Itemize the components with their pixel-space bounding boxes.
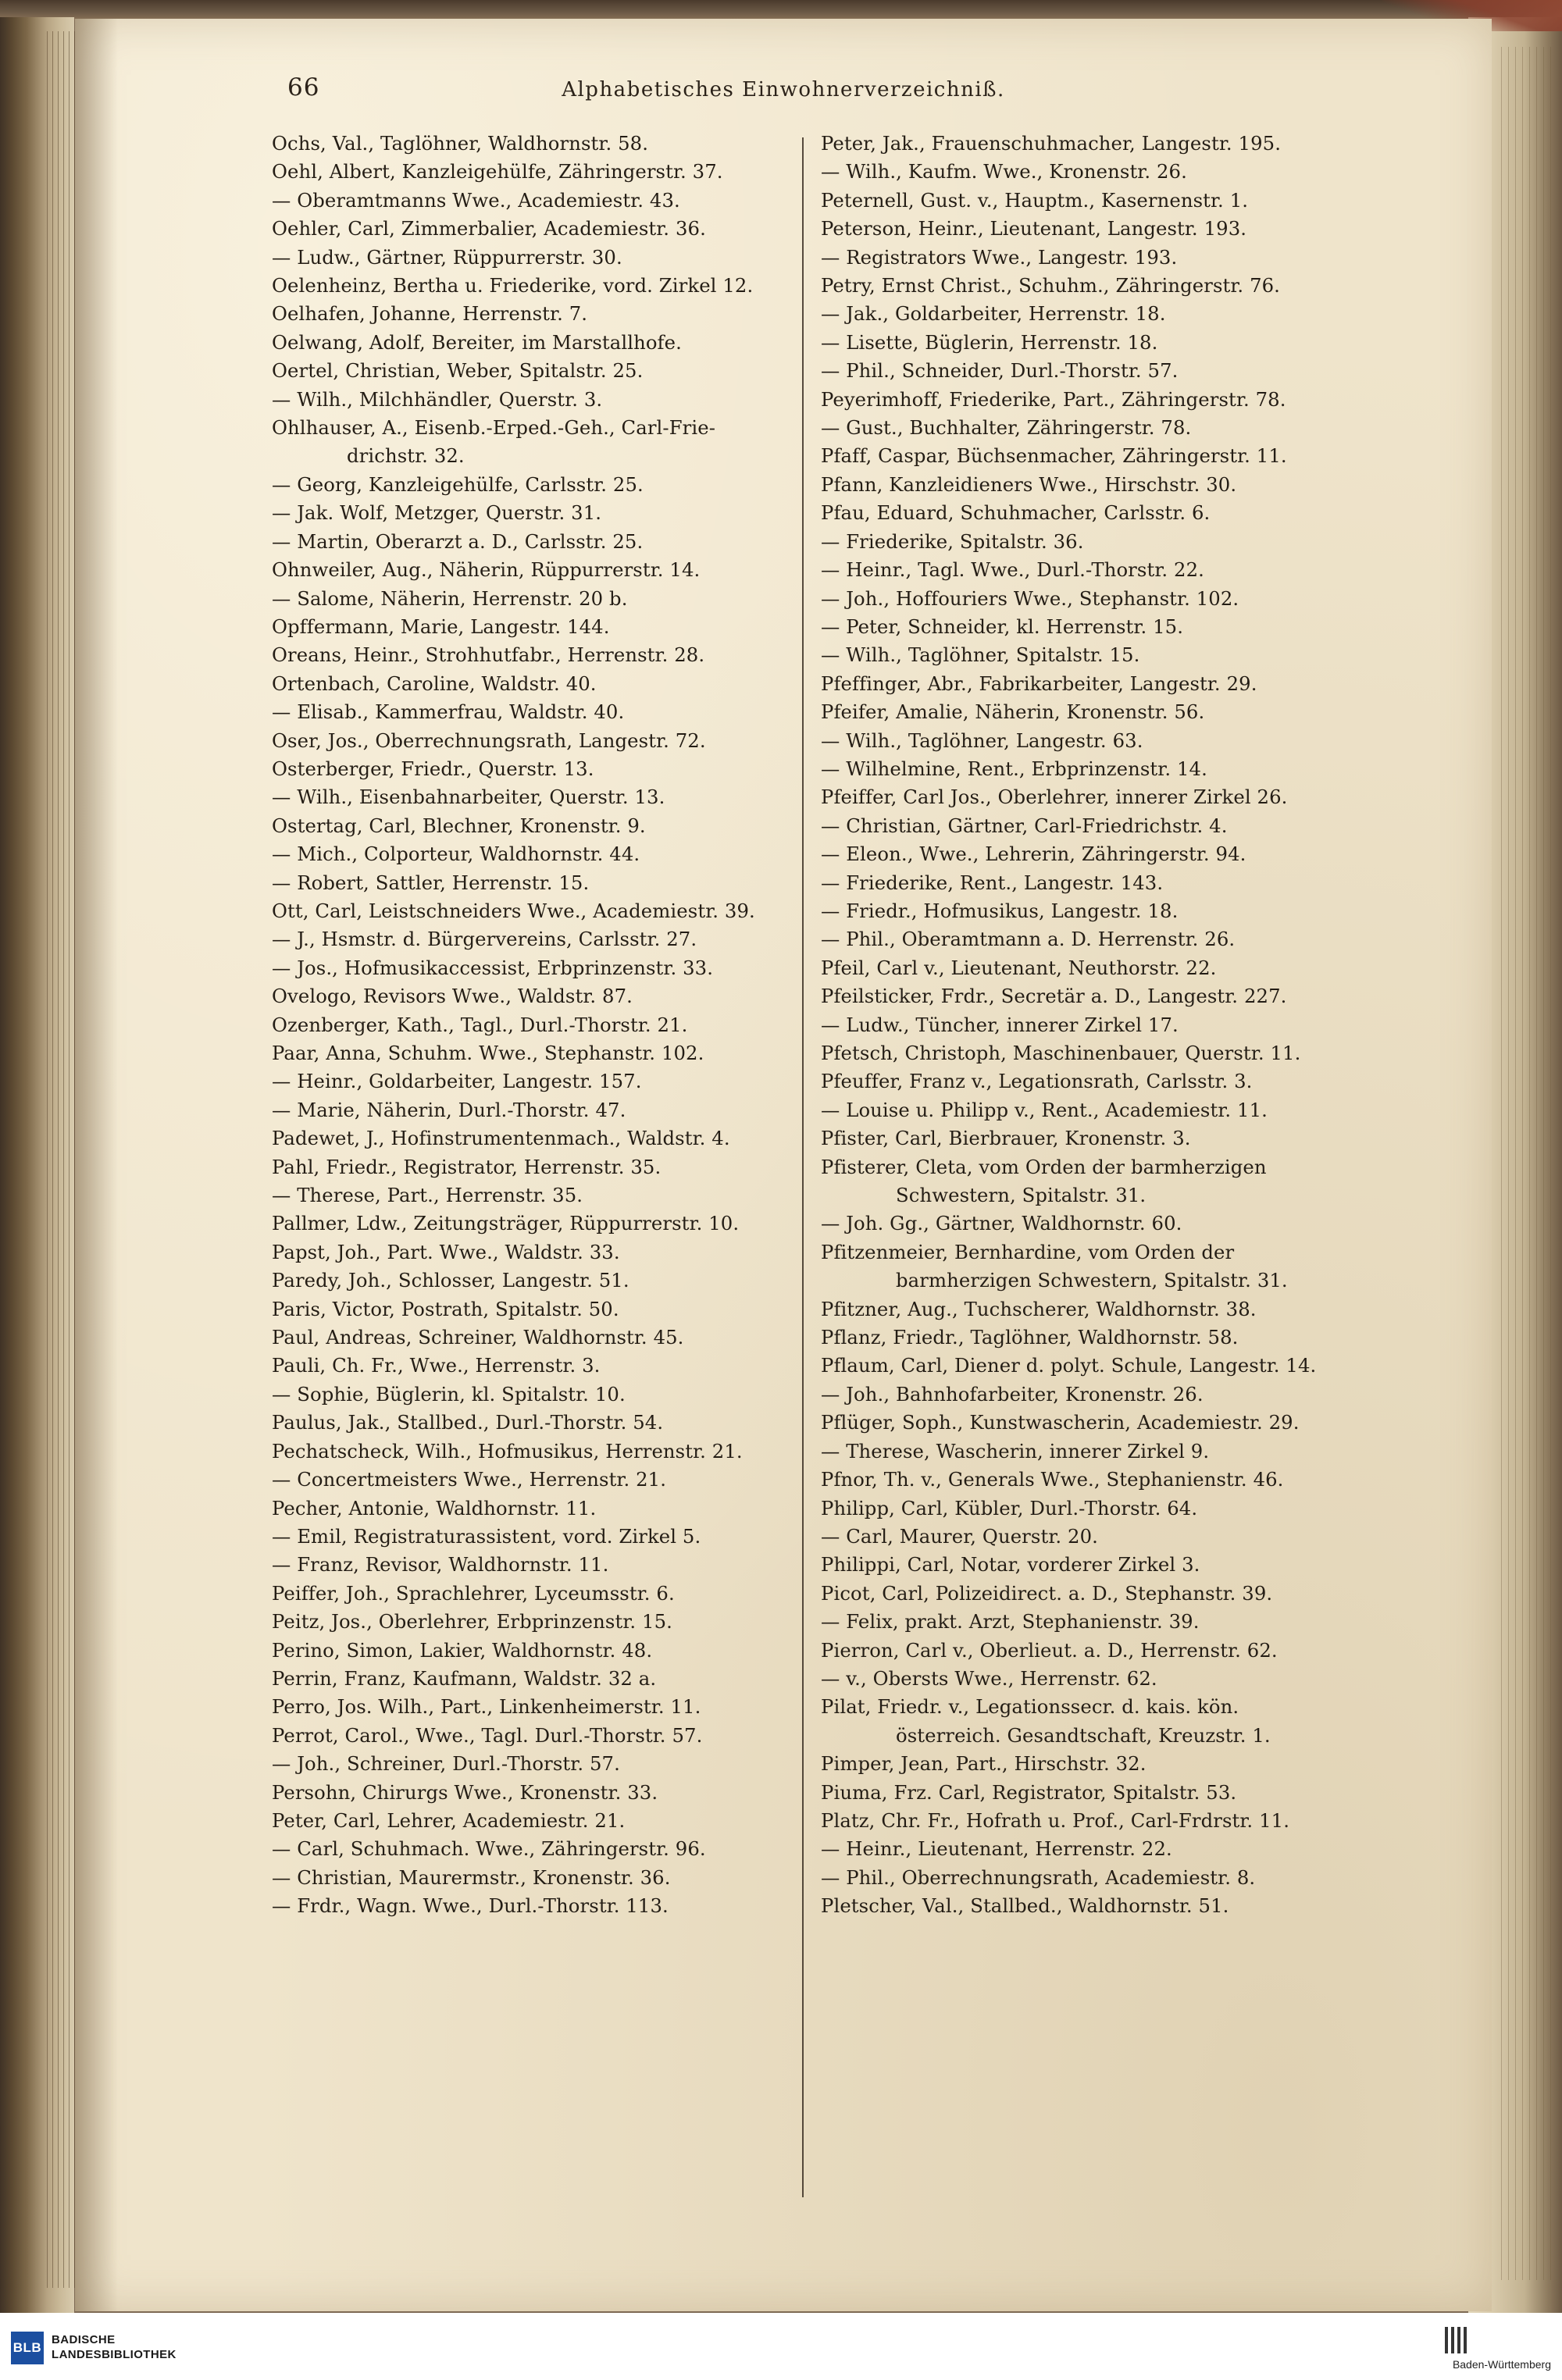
- directory-entry: — Wilh., Kaufm. Wwe., Kronenstr. 26.: [821, 160, 1187, 183]
- directory-entry: — Jak. Wolf, Metzger, Querstr. 31.: [272, 501, 602, 525]
- directory-entry: Philipp, Carl, Kübler, Durl.-Thorstr. 64.: [821, 1496, 1198, 1520]
- directory-entry: — Lisette, Büglerin, Herrenstr. 18.: [821, 330, 1158, 354]
- directory-entry: Pecher, Antonie, Waldhornstr. 11.: [272, 1496, 597, 1520]
- directory-entry: Peter, Carl, Lehrer, Academiestr. 21.: [272, 1808, 626, 1832]
- directory-entry: — Felix, prakt. Arzt, Stephanienstr. 39.: [821, 1610, 1200, 1634]
- directory-entry: Oelwang, Adolf, Bereiter, im Marstallhofe.: [272, 330, 682, 354]
- directory-entry: Paulus, Jak., Stallbed., Durl.-Thorstr. 54.: [272, 1411, 664, 1434]
- directory-entry: Paredy, Joh., Schlosser, Langestr. 51.: [272, 1269, 629, 1292]
- directory-entry: — Concertmeisters Wwe., Herrenstr. 21.: [272, 1468, 667, 1491]
- directory-entry: — Wilh., Eisenbahnarbeiter, Querstr. 13.: [272, 786, 665, 809]
- directory-entry: — v., Obersts Wwe., Herrenstr. 62.: [821, 1666, 1157, 1690]
- directory-entry: — Georg, Kanzleigehülfe, Carlsstr. 25.: [272, 472, 644, 496]
- directory-entry: Ostertag, Carl, Blechner, Kronenstr. 9.: [272, 814, 646, 837]
- directory-entry: Pflüger, Soph., Kunstwascherin, Academiestr. 29.: [821, 1411, 1300, 1434]
- directory-entry: Pfeifer, Amalie, Näherin, Kronenstr. 56.: [821, 700, 1205, 724]
- directory-entry: — J., Hsmstr. d. Bürgervereins, Carlsstr. 27.: [272, 928, 697, 951]
- directory-entry: — Wilh., Taglöhner, Langestr. 63.: [821, 729, 1143, 752]
- directory-entry: Ohlhauser, A., Eisenb.-Erped.-Geh., Carl-Frie-: [272, 416, 716, 440]
- directory-entry: Pfister, Carl, Bierbrauer, Kronenstr. 3.: [821, 1127, 1191, 1150]
- directory-entry: Peitz, Jos., Oberlehrer, Erbprinzenstr. 15.: [272, 1610, 672, 1634]
- running-head: Alphabetisches Einwohnerverzeichniß.: [562, 78, 1005, 102]
- directory-entry: — Heinr., Goldarbeiter, Langestr. 157.: [272, 1070, 642, 1093]
- directory-entry: Pechatscheck, Wilh., Hofmusikus, Herrenstr. 21.: [272, 1439, 743, 1463]
- directory-entry: Pfeilsticker, Frdr., Secretär a. D., Langestr. 227.: [821, 985, 1287, 1008]
- directory-entry: Paris, Victor, Postrath, Spitalstr. 50.: [272, 1297, 619, 1320]
- directory-entry: Oehler, Carl, Zimmerbalier, Academiestr. 36.: [272, 217, 706, 240]
- directory-entry: — Franz, Revisor, Waldhornstr. 11.: [272, 1553, 609, 1577]
- directory-entry: Oreans, Heinr., Strohhutfabr., Herrenstr. 28.: [272, 643, 705, 667]
- directory-entry: Persohn, Chirurgs Wwe., Kronenstr. 33.: [272, 1780, 658, 1804]
- directory-entry: Schwestern, Spitalstr. 31.: [896, 1184, 1147, 1207]
- directory-entry: Peternell, Gust. v., Hauptm., Kasernenstr. 1.: [821, 188, 1249, 212]
- directory-entry: Paar, Anna, Schuhm. Wwe., Stephanstr. 102.: [272, 1042, 704, 1064]
- directory-entry: Pflanz, Friedr., Taglöhner, Waldhornstr. 58.: [821, 1326, 1239, 1349]
- directory-entry: Pletscher, Val., Stallbed., Waldhornstr. 51.: [821, 1894, 1229, 1918]
- baden-wuerttemberg-icon: [1445, 2327, 1468, 2353]
- directory-entry: Oertel, Christian, Weber, Spitalstr. 25.: [272, 359, 644, 383]
- directory-entry: Perino, Simon, Lakier, Waldhornstr. 48.: [272, 1638, 653, 1662]
- directory-entry: — Eleon., Wwe., Lehrerin, Zähringerstr. 94.: [821, 843, 1246, 866]
- directory-entry: Peter, Jak., Frauenschuhmacher, Langestr. 195.: [821, 132, 1282, 155]
- directory-entry: Oelhafen, Johanne, Herrenstr. 7.: [272, 302, 588, 326]
- directory-entry: Oelenheinz, Bertha u. Friederike, vord. Zirkel 12.: [272, 274, 754, 298]
- directory-entry: — Frdr., Wagn. Wwe., Durl.-Thorstr. 113.: [272, 1894, 669, 1918]
- directory-entry: Pfaff, Caspar, Büchsenmacher, Zähringerstr. 11.: [821, 444, 1287, 468]
- directory-entry: — Martin, Oberarzt a. D., Carlsstr. 25.: [272, 529, 644, 553]
- directory-entry: Philippi, Carl, Notar, vorderer Zirkel 3.: [821, 1553, 1200, 1577]
- page-number: 66: [287, 73, 320, 102]
- directory-entry: Platz, Chr. Fr., Hofrath u. Prof., Carl-Frdrstr. 11.: [821, 1808, 1290, 1832]
- directory-entry: Papst, Joh., Part. Wwe., Waldstr. 33.: [272, 1240, 620, 1263]
- directory-entry: — Heinr., Tagl. Wwe., Durl.-Thorstr. 22.: [821, 558, 1204, 582]
- directory-entry: Picot, Carl, Polizeidirect. a. D., Stephanstr. 39.: [821, 1581, 1273, 1605]
- directory-entry: Ott, Carl, Leistschneiders Wwe., Academiestr. 39.: [272, 899, 755, 922]
- directory-entry: — Gust., Buchhalter, Zähringerstr. 78.: [821, 416, 1192, 440]
- directory-entry: Ohnweiler, Aug., Näherin, Rüppurrerstr. 14.: [272, 558, 701, 582]
- directory-entry: — Therese, Wascherin, innerer Zirkel 9.: [821, 1439, 1210, 1463]
- directory-entry: Peyerimhoff, Friederike, Part., Zähringerstr. 78.: [821, 387, 1286, 411]
- directory-entry: — Wilh., Taglöhner, Spitalstr. 15.: [821, 643, 1140, 667]
- directory-entry: Perro, Jos. Wilh., Part., Linkenheimerstr. 11.: [272, 1695, 701, 1719]
- directory-entry: Pfeil, Carl v., Lieutenant, Neuthorstr. 22.: [821, 956, 1217, 979]
- directory-entry: — Elisab., Kammerfrau, Waldstr. 40.: [272, 700, 625, 724]
- directory-entry: — Emil, Registraturassistent, vord. Zirkel 5.: [272, 1524, 701, 1548]
- directory-entry: Piuma, Frz. Carl, Registrator, Spitalstr. 53.: [821, 1780, 1237, 1804]
- directory-entry: — Friederike, Spitalstr. 36.: [821, 529, 1084, 553]
- directory-entry: Pfau, Eduard, Schuhmacher, Carlsstr. 6.: [821, 501, 1211, 525]
- directory-entry: — Joh., Schreiner, Durl.-Thorstr. 57.: [272, 1752, 620, 1776]
- directory-entry: Ozenberger, Kath., Tagl., Durl.-Thorstr. 21.: [272, 1013, 688, 1036]
- directory-entry: drichstr. 32.: [347, 444, 465, 468]
- directory-entry: — Robert, Sattler, Herrenstr. 15.: [272, 871, 590, 894]
- directory-column-left: [272, 130, 785, 2207]
- directory-entry: — Friederike, Rent., Langestr. 143.: [821, 871, 1164, 894]
- book-top-edge: [0, 0, 1562, 20]
- directory-entry: Padewet, J., Hofinstrumentenmach., Waldstr. 4.: [272, 1127, 730, 1150]
- directory-entry: — Carl, Maurer, Querstr. 20.: [821, 1524, 1098, 1548]
- fore-edge-page-lines: [1501, 47, 1556, 2280]
- directory-entry: Oser, Jos., Oberrechnungsrath, Langestr. 72.: [272, 729, 706, 752]
- directory-entry: Perrin, Franz, Kaufmann, Waldstr. 32 a.: [272, 1666, 657, 1690]
- directory-entry: Pfisterer, Cleta, vom Orden der barmherzigen: [821, 1155, 1267, 1178]
- directory-entry: Pfann, Kanzleidieners Wwe., Hirschstr. 30.: [821, 472, 1237, 496]
- directory-entry: österreich. Gesandtschaft, Kreuzstr. 1.: [896, 1723, 1271, 1747]
- directory-entry: — Wilhelmine, Rent., Erbprinzenstr. 14.: [821, 757, 1207, 780]
- directory-entry: — Therese, Part., Herrenstr. 35.: [272, 1184, 583, 1207]
- directory-entry: Peiffer, Joh., Sprachlehrer, Lyceumsstr. 6.: [272, 1581, 675, 1605]
- directory-entry: Peterson, Heinr., Lieutenant, Langestr. 193.: [821, 217, 1247, 240]
- directory-entry: Ortenbach, Caroline, Waldstr. 40.: [272, 672, 597, 695]
- directory-entry: — Heinr., Lieutenant, Herrenstr. 22.: [821, 1837, 1172, 1861]
- directory-entry: — Registrators Wwe., Langestr. 193.: [821, 245, 1178, 269]
- directory-entry: — Marie, Näherin, Durl.-Thorstr. 47.: [272, 1098, 626, 1121]
- directory-entry: — Oberamtmanns Wwe., Academiestr. 43.: [272, 188, 680, 212]
- directory-entry: Opffermann, Marie, Langestr. 144.: [272, 615, 610, 638]
- directory-entry: — Joh., Bahnhofarbeiter, Kronenstr. 26.: [821, 1382, 1204, 1406]
- directory-entry: Pauli, Ch. Fr., Wwe., Herrenstr. 3.: [272, 1354, 601, 1377]
- library-name: [52, 2332, 177, 2362]
- directory-entry: — Joh., Hoffouriers Wwe., Stephanstr. 102.: [821, 586, 1239, 610]
- directory-entry: — Peter, Schneider, kl. Herrenstr. 15.: [821, 615, 1184, 638]
- directory-entry: Perrot, Carol., Wwe., Tagl. Durl.-Thorstr. 57.: [272, 1723, 703, 1747]
- directory-entry: — Sophie, Büglerin, kl. Spitalstr. 10.: [272, 1382, 626, 1406]
- directory-entry: Petry, Ernst Christ., Schuhm., Zähringerstr. 76.: [821, 274, 1281, 298]
- directory-entry: Pfeuffer, Franz v., Legationsrath, Carlsstr. 3.: [821, 1070, 1253, 1093]
- directory-entry: Pfitzenmeier, Bernhardine, vom Orden der: [821, 1240, 1235, 1263]
- directory-entry: Pfnor, Th. v., Generals Wwe., Stephanienstr. 46.: [821, 1468, 1284, 1491]
- gutter-shadow: [75, 19, 118, 2311]
- region-label: Baden-Württemberg: [1452, 2358, 1551, 2371]
- directory-entry: Pilat, Friedr. v., Legationssecr. d. kais. kön.: [821, 1695, 1239, 1719]
- directory-entry: — Louise u. Philipp v., Rent., Academiestr. 11.: [821, 1098, 1268, 1121]
- directory-entry: — Salome, Näherin, Herrenstr. 20 b.: [272, 586, 628, 610]
- directory-entry: Pflaum, Carl, Diener d. polyt. Schule, Langestr. 14.: [821, 1354, 1317, 1377]
- directory-entry: — Phil., Schneider, Durl.-Thorstr. 57.: [821, 359, 1179, 383]
- directory-entry: Pallmer, Ldw., Zeitungsträger, Rüppurrerstr. 10.: [272, 1212, 740, 1235]
- directory-entry: Oehl, Albert, Kanzleigehülfe, Zähringerstr. 37.: [272, 160, 723, 183]
- directory-entry: Pfeffinger, Abr., Fabrikarbeiter, Langestr. 29.: [821, 672, 1257, 695]
- directory-entry: — Joh. Gg., Gärtner, Waldhornstr. 60.: [821, 1212, 1182, 1235]
- library-name-line1: BADISCHE: [52, 2333, 116, 2346]
- directory-entry: — Ludw., Gärtner, Rüppurrerstr. 30.: [272, 245, 622, 269]
- directory-columns: [272, 130, 1334, 2207]
- directory-entry: — Carl, Schuhmach. Wwe., Zähringerstr. 96.: [272, 1837, 706, 1861]
- directory-entry: Pimper, Jean, Part., Hirschstr. 32.: [821, 1752, 1147, 1776]
- directory-entry: — Phil., Oberrechnungsrath, Academiestr. 8.: [821, 1865, 1256, 1889]
- directory-entry: Pfeiffer, Carl Jos., Oberlehrer, innerer Zirkel 26.: [821, 786, 1288, 809]
- directory-entry: Paul, Andreas, Schreiner, Waldhornstr. 45.: [272, 1326, 684, 1349]
- directory-entry: Ovelogo, Revisors Wwe., Waldstr. 87.: [272, 985, 633, 1008]
- directory-entry: — Christian, Maurermstr., Kronenstr. 36.: [272, 1865, 671, 1889]
- directory-entry: Pierron, Carl v., Oberlieut. a. D., Herrenstr. 62.: [821, 1638, 1278, 1662]
- directory-entry: — Jak., Goldarbeiter, Herrenstr. 18.: [821, 302, 1166, 326]
- library-footer: [0, 2313, 1562, 2380]
- directory-entry: — Jos., Hofmusikaccessist, Erbprinzenstr. 33.: [272, 956, 714, 979]
- book-page: [75, 19, 1492, 2311]
- directory-entry: barmherzigen Schwestern, Spitalstr. 31.: [896, 1269, 1288, 1292]
- directory-entry: — Christian, Gärtner, Carl-Friedrichstr. 4.: [821, 814, 1228, 837]
- directory-entry: — Phil., Oberamtmann a. D. Herrenstr. 26.: [821, 928, 1236, 951]
- directory-entry: Ochs, Val., Taglöhner, Waldhornstr. 58.: [272, 132, 649, 155]
- directory-entry: Osterberger, Friedr., Querstr. 13.: [272, 757, 594, 780]
- directory-entry: Pahl, Friedr., Registrator, Herrenstr. 35.: [272, 1155, 662, 1178]
- blb-logo: BLB: [11, 2332, 44, 2364]
- library-name-line2: LANDESBIBLIOTHEK: [52, 2348, 177, 2361]
- directory-entry: Pfitzner, Aug., Tuchscherer, Waldhornstr. 38.: [821, 1297, 1257, 1320]
- directory-entry: — Friedr., Hofmusikus, Langestr. 18.: [821, 899, 1179, 922]
- directory-entry: — Mich., Colporteur, Waldhornstr. 44.: [272, 843, 640, 866]
- directory-entry: — Ludw., Tüncher, innerer Zirkel 17.: [821, 1013, 1179, 1036]
- directory-entry: — Wilh., Milchhändler, Querstr. 3.: [272, 387, 603, 411]
- directory-column-right: [821, 130, 1334, 2207]
- directory-entry: Pfetsch, Christoph, Maschinenbauer, Querstr. 11.: [821, 1042, 1301, 1064]
